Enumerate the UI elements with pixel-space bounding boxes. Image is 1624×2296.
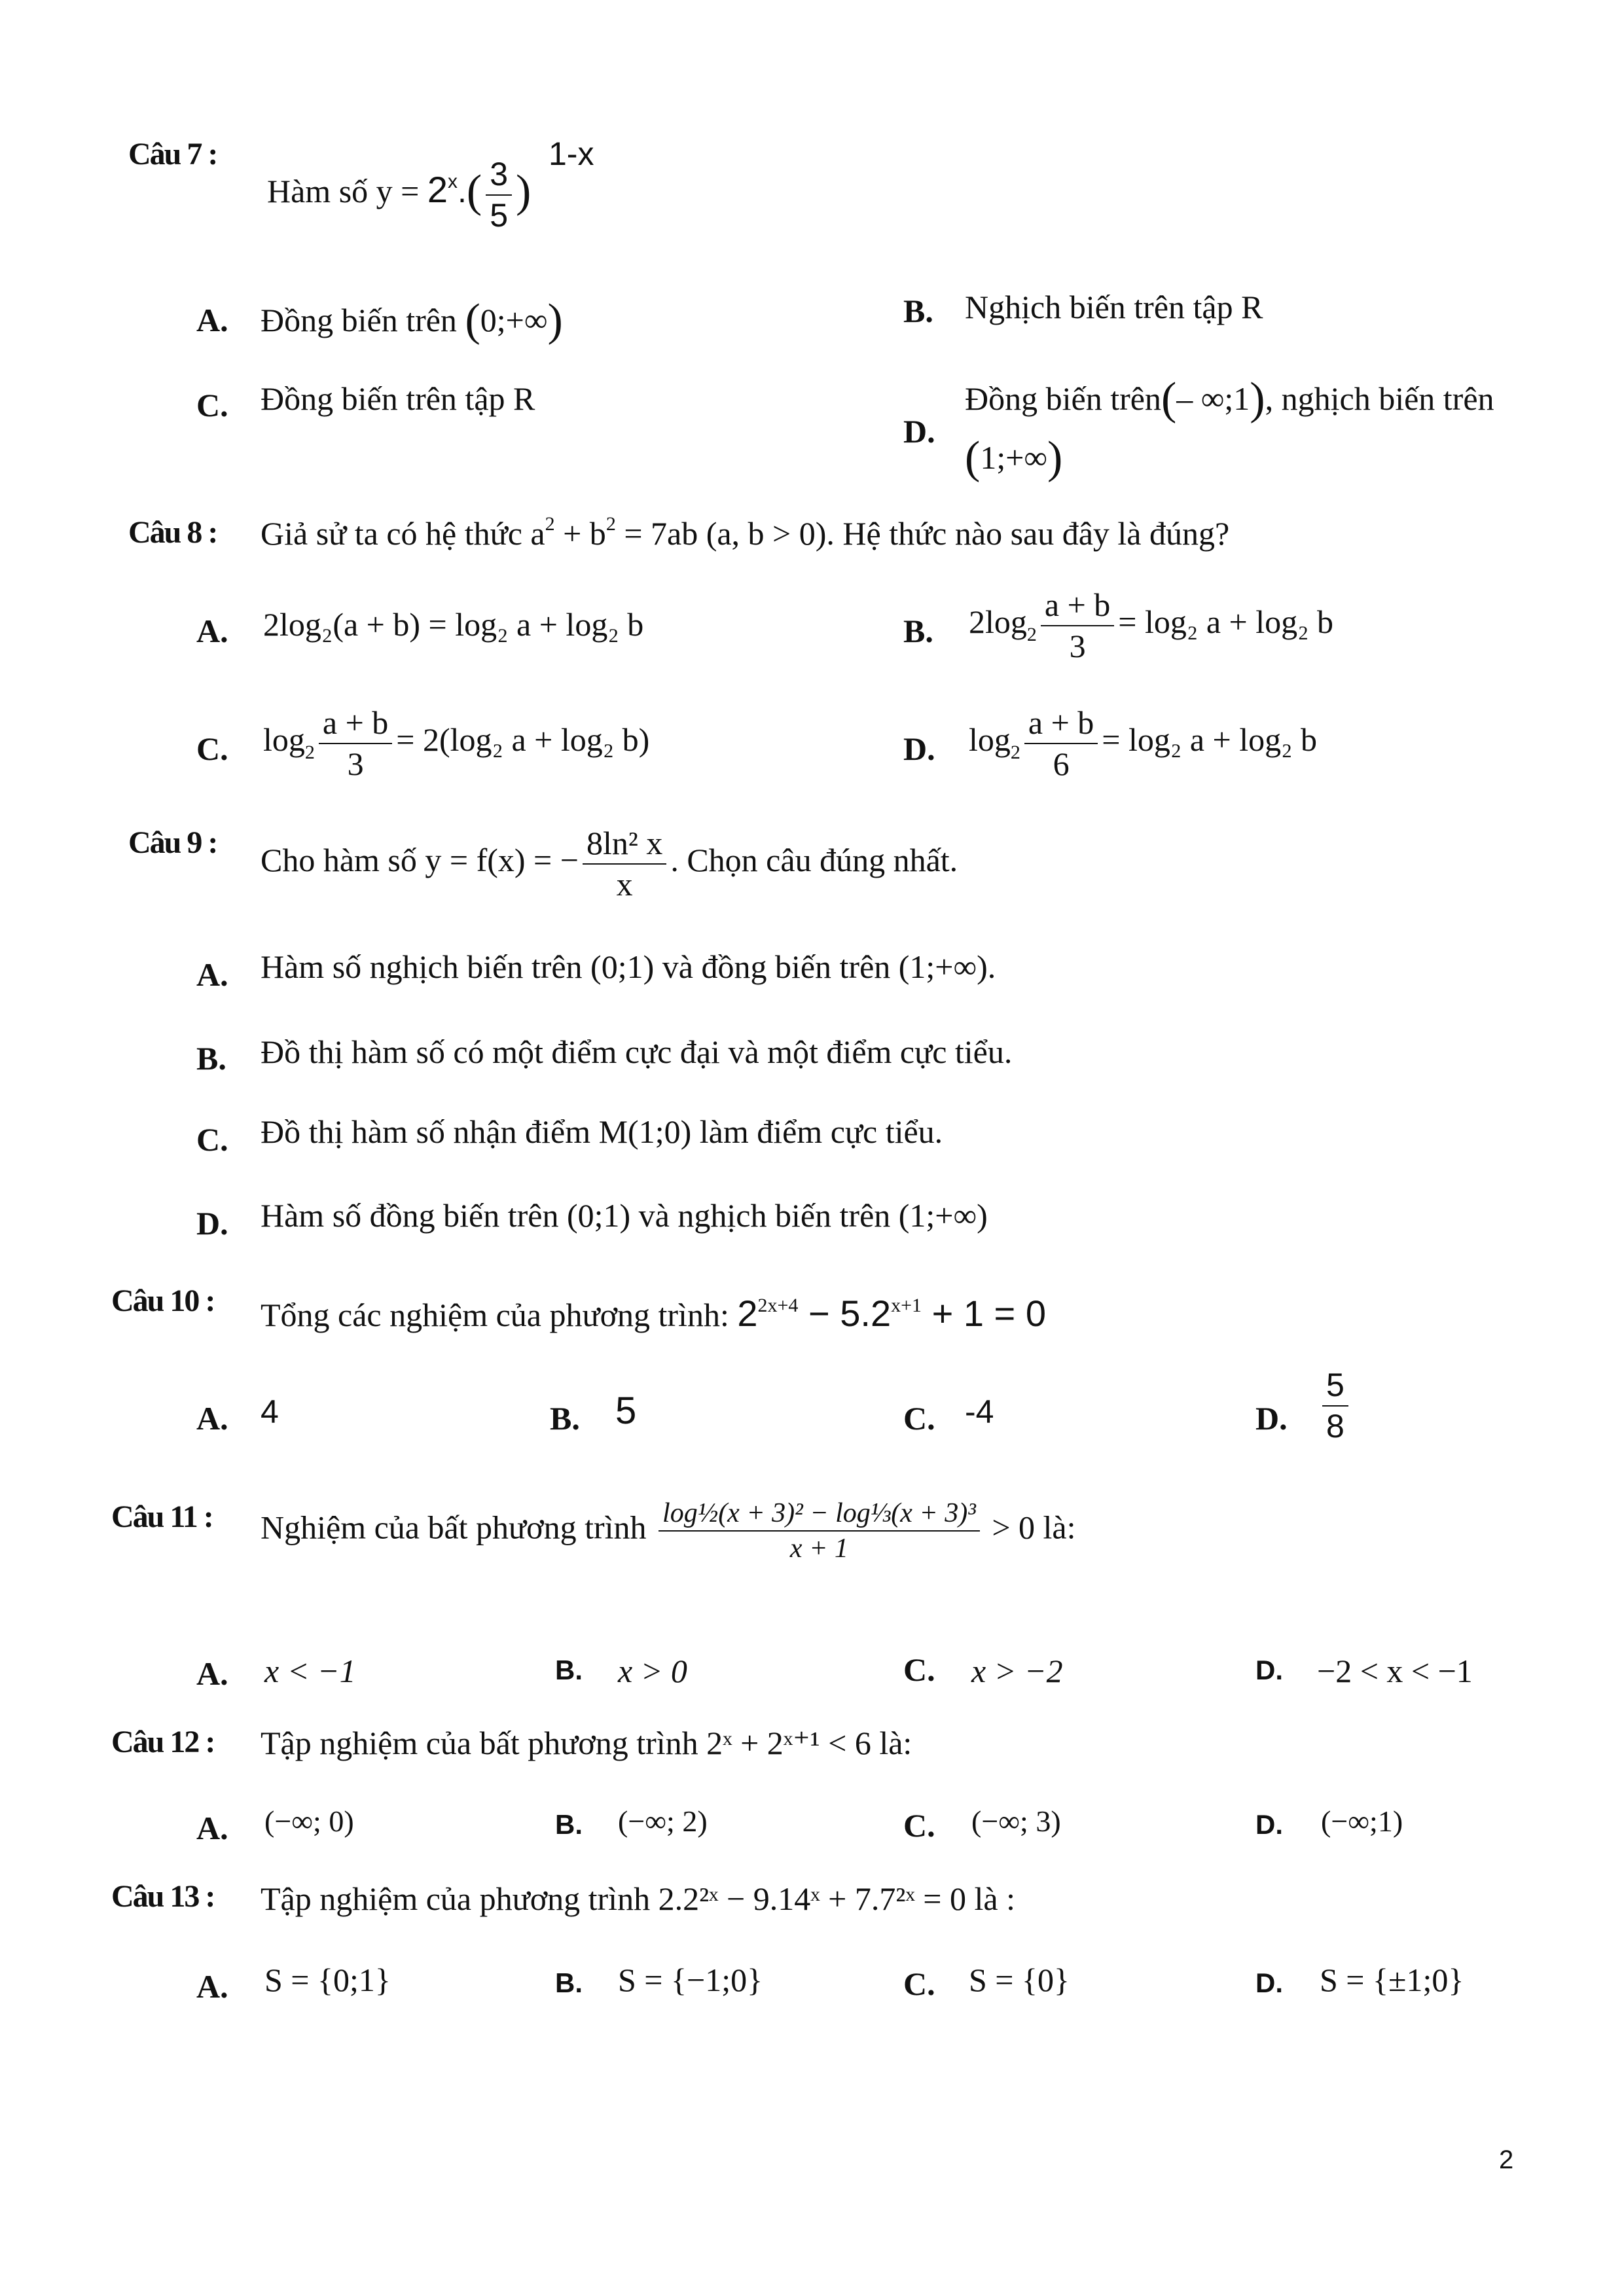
q11-option-b-label: B. xyxy=(555,1655,583,1685)
question-9-label: Câu 9 : xyxy=(128,825,217,860)
q8-c-fraction xyxy=(319,706,392,781)
q8-c-post: = 2(log₂ a + log₂ b) xyxy=(396,721,650,758)
q8-option-c-label: C. xyxy=(196,730,228,767)
q7-base-exponent: x xyxy=(448,170,458,192)
q7-right-paren: ) xyxy=(516,166,532,217)
q13-option-b-label: B. xyxy=(555,1967,583,1998)
q12-option-b-value: (−∞; 2) xyxy=(618,1804,708,1838)
q11-fraction xyxy=(659,1499,980,1563)
q7-a-interval: 0;+∞ xyxy=(480,302,548,338)
q10-option-d-fraction xyxy=(1318,1368,1352,1443)
q8-sq1: 2 xyxy=(545,513,555,535)
q9-option-d-label: D. xyxy=(196,1205,228,1242)
q8-b-post: = log₂ a + log₂ b xyxy=(1118,603,1334,640)
q9-option-c-label: C. xyxy=(196,1121,228,1158)
q11-post: > 0 là: xyxy=(983,1509,1076,1546)
q7-option-d-line2 xyxy=(965,432,1062,484)
q7-exponent: 1-x xyxy=(549,135,594,172)
q10-option-a-label: A. xyxy=(196,1400,228,1437)
q8-b-sub: 2 xyxy=(1026,623,1037,645)
q13-option-a-label: A. xyxy=(196,1968,228,2005)
q13-option-c-value: S = {0} xyxy=(969,1962,1070,1998)
q8-stem-post: = 7ab (a, b > 0). Hệ thức nào sau đây là đúng? xyxy=(615,515,1230,552)
q10-mid: − 5.2 xyxy=(798,1293,892,1334)
q7-d-text1: Đồng biến trên xyxy=(965,380,1161,417)
q8-option-d-label: D. xyxy=(903,730,935,767)
q11-option-c-value: x > −2 xyxy=(971,1653,1063,1689)
q10-base1: 2 xyxy=(737,1293,758,1334)
q7-option-a-text xyxy=(261,295,563,347)
q7-option-a-label: A. xyxy=(196,302,228,338)
q12-option-a-label: A. xyxy=(196,1810,228,1846)
q7-frac-num: 3 xyxy=(486,157,512,196)
q10-exp1: 2x+4 xyxy=(757,1295,799,1316)
q13-option-a-value: S = {0;1} xyxy=(264,1962,391,1998)
q11-num: log½(x + 3)² − log⅓(x + 3)³ xyxy=(659,1499,980,1532)
q8-c-pre: log xyxy=(263,721,305,758)
q7-option-b-text: Nghịch biến trên tập R xyxy=(965,289,1263,325)
q7-a-lparen: ( xyxy=(465,295,480,346)
q11-stem-text: Nghiệm của bất phương trình xyxy=(261,1509,655,1546)
q10-post: + 1 = 0 xyxy=(922,1293,1046,1334)
question-10-label: Câu 10 : xyxy=(111,1283,215,1318)
q7-fraction xyxy=(486,157,512,232)
q7-option-d-label: D. xyxy=(903,413,935,450)
q9-option-c-text: Đồ thị hàm số nhận điểm M(1;0) làm điểm cực tiểu. xyxy=(261,1113,943,1150)
q9-option-b-label: B. xyxy=(196,1040,226,1077)
q13-option-c-label: C. xyxy=(903,1965,935,2002)
q9-fraction xyxy=(583,826,666,901)
q12-option-a-value: (−∞; 0) xyxy=(264,1804,354,1838)
question-11-label: Câu 11 : xyxy=(111,1499,213,1534)
q7-d-lparen1: ( xyxy=(1161,374,1177,424)
q10-exp2: x+1 xyxy=(891,1295,922,1316)
q8-option-a-math: 2log₂(a + b) = log₂ a + log₂ b xyxy=(263,606,644,643)
q8-d-pre: log xyxy=(969,721,1011,758)
q8-b-num: a + b xyxy=(1041,588,1114,626)
q12-option-d-value: (−∞;1) xyxy=(1321,1804,1403,1838)
q7-left-paren: ( xyxy=(466,166,482,217)
q8-d-sub: 2 xyxy=(1010,741,1020,763)
q7-d-rparen2: ) xyxy=(1047,433,1063,483)
question-9-stem xyxy=(261,826,958,901)
q7-a-rparen: ) xyxy=(547,295,563,346)
q8-option-c-math xyxy=(263,706,649,781)
q7-option-b-label: B. xyxy=(903,293,933,329)
q13-option-d-label: D. xyxy=(1255,1967,1283,1998)
q12-option-c-label: C. xyxy=(903,1807,935,1844)
question-7-label: Câu 7 : xyxy=(128,137,217,171)
q11-option-d-label: D. xyxy=(1255,1655,1283,1685)
q8-c-sub: 2 xyxy=(304,741,315,763)
q8-d-num: a + b xyxy=(1024,706,1098,744)
q10-d-frac xyxy=(1322,1368,1348,1443)
question-8-label: Câu 8 : xyxy=(128,515,217,550)
q9-den: x xyxy=(616,865,633,903)
q10-stem-text: Tổng các nghiệm của phương trình: xyxy=(261,1297,738,1333)
q8-c-num: a + b xyxy=(319,706,392,744)
question-11-stem xyxy=(261,1499,1076,1563)
q10-option-b-label: B. xyxy=(550,1400,580,1437)
q10-d-num: 5 xyxy=(1322,1368,1348,1407)
q7-d-interval2: 1;+∞ xyxy=(980,439,1048,476)
question-13-label: Câu 13 : xyxy=(111,1879,215,1914)
q11-option-b-value: x > 0 xyxy=(618,1653,687,1689)
q11-option-a-value: x < −1 xyxy=(264,1653,356,1689)
question-7-stem xyxy=(267,157,531,232)
q8-d-post: = log₂ a + log₂ b xyxy=(1102,721,1318,758)
q7-dot: . xyxy=(458,172,467,209)
q8-option-d-math xyxy=(969,706,1317,781)
q11-option-d-value: −2 < x < −1 xyxy=(1317,1653,1473,1689)
q7-d-rparen1: ) xyxy=(1250,374,1265,424)
q13-option-d-value: S = {±1;0} xyxy=(1320,1962,1464,1998)
q8-sq2: 2 xyxy=(605,513,616,535)
question-8-stem xyxy=(261,513,1229,552)
q13-option-b-value: S = {−1;0} xyxy=(618,1962,763,1998)
q7-d-lparen2: ( xyxy=(965,433,981,483)
q8-b-den: 3 xyxy=(1069,627,1086,664)
q8-stem-pre: Giả sử ta có hệ thức a xyxy=(261,515,545,552)
q8-option-b-label: B. xyxy=(903,613,933,649)
q8-c-den: 3 xyxy=(347,745,364,782)
q10-d-den: 8 xyxy=(1326,1407,1344,1444)
q10-option-b-value: 5 xyxy=(615,1390,637,1432)
q9-stem-pre: Cho hàm số y = f(x) = − xyxy=(261,841,579,878)
q8-b-fraction xyxy=(1041,588,1114,663)
q8-d-fraction xyxy=(1024,706,1098,781)
question-13-stem: Tập nghiệm của phương trình 2.2²ˣ − 9.14ˣ + 7.7²ˣ = 0 là : xyxy=(261,1880,1015,1917)
q7-a-text: Đồng biến trên xyxy=(261,302,465,338)
q10-option-c-label: C. xyxy=(903,1400,935,1437)
q7-frac-den: 5 xyxy=(490,196,509,234)
q9-option-a-label: A. xyxy=(196,956,228,993)
q9-option-d-text: Hàm số đồng biến trên (0;1) và nghịch biến trên (1;+∞) xyxy=(261,1197,988,1234)
page-number: 2 xyxy=(1499,2145,1514,2174)
q10-option-c-value: -4 xyxy=(965,1393,994,1430)
q12-option-d-label: D. xyxy=(1255,1809,1283,1840)
q7-base: 2 xyxy=(427,168,448,210)
q7-d-text2: , nghịch biến trên xyxy=(1265,380,1494,417)
q7-d-interval1: – ∞;1 xyxy=(1176,380,1250,417)
q10-option-d-label: D. xyxy=(1255,1400,1288,1437)
q9-num: 8ln² x xyxy=(583,826,666,865)
q8-option-a-label: A. xyxy=(196,613,228,649)
q7-option-d-line1 xyxy=(965,373,1494,425)
q8-option-b-math xyxy=(969,588,1333,663)
q12-option-c-value: (−∞; 3) xyxy=(971,1804,1061,1838)
question-10-stem xyxy=(261,1292,1046,1335)
q9-option-b-text: Đồ thị hàm số có một điểm cực đại và một điểm cực tiểu. xyxy=(261,1033,1013,1070)
q7-option-c-label: C. xyxy=(196,387,228,423)
question-12-label: Câu 12 : xyxy=(111,1725,215,1759)
q10-option-a-value: 4 xyxy=(261,1393,279,1430)
q11-option-c-label: C. xyxy=(903,1651,935,1688)
q9-stem-post: . Chọn câu đúng nhất. xyxy=(670,841,958,878)
q7-stem-text: Hàm số y = xyxy=(267,172,427,209)
q11-option-a-label: A. xyxy=(196,1655,228,1692)
q12-option-b-label: B. xyxy=(555,1809,583,1840)
q8-d-den: 6 xyxy=(1053,745,1070,782)
q8-stem-mid: + b xyxy=(554,515,606,552)
q8-b-pre: 2log xyxy=(969,603,1027,640)
q11-den: x + 1 xyxy=(789,1534,848,1564)
q7-option-c-text: Đồng biến trên tập R xyxy=(261,380,535,417)
question-12-stem: Tập nghiệm của bất phương trình 2ˣ + 2ˣ⁺¹ < 6 là: xyxy=(261,1725,912,1761)
q9-option-a-text: Hàm số nghịch biến trên (0;1) và đồng biến trên (1;+∞). xyxy=(261,948,996,985)
